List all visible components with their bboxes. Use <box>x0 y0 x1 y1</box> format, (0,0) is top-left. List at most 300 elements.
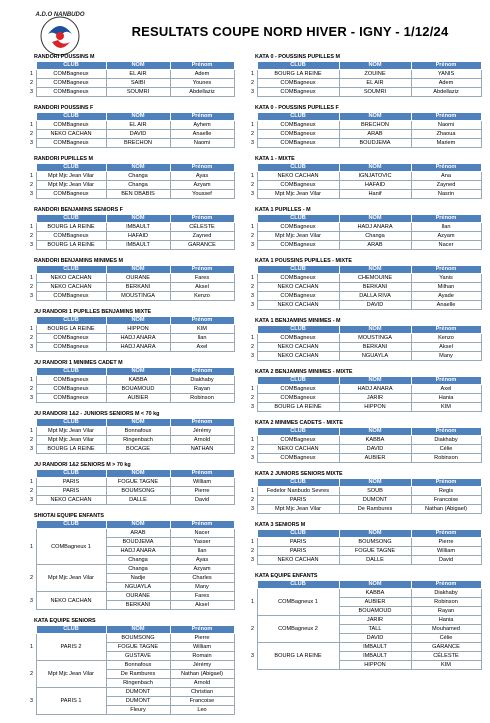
nom-header: NOM <box>106 368 170 376</box>
club-cell: COMBagneux <box>257 436 339 445</box>
prenom-cell: Charles <box>170 574 234 583</box>
results-section <box>0 207 236 250</box>
nom-cell: DALLE <box>339 556 411 565</box>
rank-cell: 1 <box>251 71 254 77</box>
club-cell: NEKO CACHAN <box>257 556 339 565</box>
prenom-cell: Ilan <box>170 547 234 556</box>
prenom-cell: Fares <box>170 274 234 283</box>
results-section <box>0 54 236 97</box>
prenom-header: Prénom <box>170 419 234 427</box>
team-section <box>0 618 236 715</box>
nom-header: NOM <box>339 164 411 172</box>
nom-cell: IMBAULT <box>339 652 411 661</box>
nom-header: NOM <box>106 419 170 427</box>
results-section <box>245 318 485 361</box>
table-header-row <box>30 266 234 274</box>
nom-cell: EL AIR <box>106 121 170 130</box>
table-row <box>251 556 481 565</box>
rank-cell: 2 <box>30 671 33 677</box>
prenom-header: Prénom <box>170 470 234 478</box>
nom-cell: KABBA <box>106 376 170 385</box>
prenom-cell: Ilan <box>170 334 234 343</box>
prenom-header: Prénom <box>170 113 234 121</box>
club-header: CLUB <box>36 626 106 634</box>
rank-cell: 1 <box>30 122 33 128</box>
table-row <box>251 190 481 199</box>
rank-cell: 2 <box>30 80 33 86</box>
prenom-header: Prénom <box>170 164 234 172</box>
club-cell: BOURG LA REINE <box>257 70 339 79</box>
prenom-cell: Francoise <box>411 496 481 505</box>
prenom-cell: Robinson <box>170 394 234 403</box>
rank-cell: 1 <box>30 173 33 179</box>
section-title: KATA 1 POUSSINS PUPILLES - MIXTE <box>255 258 352 264</box>
club-header: CLUB <box>257 113 339 121</box>
prenom-cell: Ayas <box>170 556 234 565</box>
rank-cell: 1 <box>30 479 33 485</box>
table-header-row <box>30 368 234 376</box>
table-row <box>30 274 234 283</box>
results-section <box>245 105 485 148</box>
prenom-header: Prénom <box>170 215 234 223</box>
results-section <box>0 258 236 301</box>
club-header: CLUB <box>36 113 106 121</box>
nom-cell: CHEMOUINE <box>339 274 411 283</box>
club-header: CLUB <box>257 62 339 70</box>
club-cell: COMBagneux <box>257 130 339 139</box>
nom-cell: FOGUE TAGNE <box>106 478 170 487</box>
rank-cell: 2 <box>251 395 254 401</box>
rank-cell: 1 <box>251 122 254 128</box>
nom-cell: Bonnafoux <box>106 427 170 436</box>
nom-cell: Ringenbach <box>106 679 170 688</box>
rank-cell: 2 <box>30 131 33 137</box>
prenom-cell: Francoise <box>170 697 234 706</box>
rank-cell: 3 <box>30 89 33 95</box>
nom-cell: OURANE <box>106 274 170 283</box>
club-cell: COMBagneux <box>36 292 106 301</box>
prenom-cell: Nacer <box>170 529 234 538</box>
nom-cell: ZOUINE <box>339 70 411 79</box>
prenom-cell: Aksel <box>170 601 234 610</box>
rank-cell: 1 <box>30 644 33 650</box>
nom-cell: SOUMRI <box>339 88 411 97</box>
prenom-cell: Aksel <box>411 343 481 352</box>
club-header: CLUB <box>36 368 106 376</box>
nom-cell: AUBIER <box>339 454 411 463</box>
prenom-cell: Nathan (Abigael) <box>170 670 234 679</box>
club-header: CLUB <box>36 215 106 223</box>
prenom-cell: Aksel <box>170 283 234 292</box>
club-cell: COMBagneux 1 <box>36 529 106 565</box>
nom-cell: AUBIER <box>106 394 170 403</box>
rank-cell: 2 <box>251 446 254 452</box>
prenom-cell: William <box>170 643 234 652</box>
club-cell: COMBagneux <box>36 334 106 343</box>
results-section <box>245 471 485 514</box>
table-header-row <box>30 164 234 172</box>
club-header: CLUB <box>257 377 339 385</box>
club-cell: PARIS <box>257 496 339 505</box>
rank-cell: 3 <box>251 302 254 308</box>
club-cell: NEKO CACHAN <box>36 496 106 505</box>
nom-cell: DUMONT <box>106 688 170 697</box>
rank-cell: 2 <box>30 488 33 494</box>
club-cell: Mpt Mjc Jean Vilar <box>257 190 339 199</box>
nom-cell: NGUAYLA <box>106 583 170 592</box>
nom-header: NOM <box>339 428 411 436</box>
prenom-header: Prénom <box>170 521 234 529</box>
nom-cell: BERKANI <box>106 601 170 610</box>
results-table <box>30 112 235 148</box>
section-title: JU RANDORI 1&2 SENIORS M > 70 kg <box>34 462 131 468</box>
nom-cell: EL AIR <box>339 79 411 88</box>
table-row <box>30 325 234 334</box>
nom-cell: DAVID <box>339 301 411 310</box>
table-row <box>30 565 234 574</box>
table-row <box>30 445 234 454</box>
rank-cell: 2 <box>251 131 254 137</box>
results-table <box>30 316 235 352</box>
nom-header: NOM <box>106 164 170 172</box>
rank-cell: 1 <box>251 275 254 281</box>
prenom-cell: GARANCE <box>411 643 481 652</box>
table-row <box>30 283 234 292</box>
prenom-cell: Ayade <box>411 292 481 301</box>
table-header-row <box>251 428 481 436</box>
nom-cell: Changa <box>106 565 170 574</box>
rank-cell: 3 <box>251 506 254 512</box>
prenom-cell: Hania <box>411 616 481 625</box>
nom-cell: BERKANI <box>106 283 170 292</box>
prenom-cell: Diakhaby <box>411 436 481 445</box>
prenom-cell: GARANCE <box>170 241 234 250</box>
rank-cell: 2 <box>30 233 33 239</box>
table-row <box>30 661 234 670</box>
table-header-row <box>30 113 234 121</box>
nom-header: NOM <box>339 530 411 538</box>
club-cell: COMBagneux <box>36 343 106 352</box>
nanbudo-logo-icon <box>34 8 86 60</box>
table-row <box>251 70 481 79</box>
table-row <box>30 376 234 385</box>
table-row <box>251 343 481 352</box>
rank-cell: 3 <box>30 191 33 197</box>
nom-cell: ARAB <box>339 241 411 250</box>
club-header: CLUB <box>257 266 339 274</box>
rank-cell: 1 <box>251 437 254 443</box>
table-row <box>30 139 234 148</box>
section-title: KATA 1 BENJAMINS MINIMES - M <box>255 318 341 324</box>
table-row <box>251 181 481 190</box>
prenom-cell: Pierre <box>170 634 234 643</box>
nom-cell: JARIR <box>339 394 411 403</box>
nom-cell: HIPPON <box>106 325 170 334</box>
club-cell: Mpt Mjc Jean Vilar <box>36 172 106 181</box>
results-section <box>0 462 236 505</box>
rank-cell: 2 <box>30 437 33 443</box>
rank-cell: 1 <box>251 599 254 605</box>
table-row <box>30 478 234 487</box>
table-row <box>30 334 234 343</box>
results-table <box>251 163 482 199</box>
club-cell: COMBagneux 1 <box>257 589 339 616</box>
table-header-row <box>30 317 234 325</box>
right-column <box>245 54 485 678</box>
table-header-row <box>251 164 481 172</box>
nom-cell: BOUAMOUD <box>339 607 411 616</box>
prenom-cell: Youssef <box>170 190 234 199</box>
rank-cell: 2 <box>251 182 254 188</box>
club-cell: PARIS 2 <box>36 634 106 661</box>
prenom-cell: KIM <box>170 325 234 334</box>
nom-cell: DAVID <box>339 445 411 454</box>
club-cell: COMBagneux <box>257 394 339 403</box>
prenom-header: Prénom <box>411 164 481 172</box>
club-cell: Mpt Mjc Jean Vilar <box>257 232 339 241</box>
nom-cell: JARIR <box>339 616 411 625</box>
prenom-header: Prénom <box>411 428 481 436</box>
results-table <box>30 469 235 505</box>
section-title: RANDORI POUSSINS M <box>34 54 95 60</box>
rank-cell: 3 <box>251 293 254 299</box>
table-row <box>30 427 234 436</box>
club-cell: COMBagneux <box>257 223 339 232</box>
prenom-cell: Célie <box>411 445 481 454</box>
prenom-cell: Adem <box>170 70 234 79</box>
nom-header: NOM <box>339 215 411 223</box>
club-cell: COMBagneux <box>257 121 339 130</box>
table-header-row <box>251 530 481 538</box>
table-row <box>30 529 234 538</box>
club-cell: COMBagneux <box>36 190 106 199</box>
nom-cell: HADJ ANARA <box>106 334 170 343</box>
club-cell: COMBagneux <box>257 88 339 97</box>
prenom-cell: Naomi <box>170 139 234 148</box>
nom-cell: NGUAYLA <box>339 352 411 361</box>
rank-cell: 2 <box>30 182 33 188</box>
nom-cell: DALLA RIVA <box>339 292 411 301</box>
section-title: KATA EQUIPE ENFANTS <box>255 573 318 579</box>
team-table <box>30 625 235 715</box>
page-title: RESULTATS COUPE NORD HIVER - IGNY - 1/12/24 <box>131 24 449 39</box>
prenom-cell: Yasser <box>170 538 234 547</box>
nom-cell: De Rambures <box>106 670 170 679</box>
section-title: KATA 0 - POUSSINS PUPILLES M <box>255 54 340 60</box>
club-cell: PARIS <box>257 538 339 547</box>
club-header: CLUB <box>257 164 339 172</box>
prenom-header: Prénom <box>170 266 234 274</box>
results-table <box>251 427 482 463</box>
results-table <box>30 163 235 199</box>
rank-cell: 3 <box>251 653 254 659</box>
club-cell: Mpt Mjc Jean Vilar <box>36 565 106 592</box>
nom-cell: EL AIR <box>106 70 170 79</box>
prenom-cell: Pierre <box>411 538 481 547</box>
rank-cell: 1 <box>30 71 33 77</box>
nom-cell: GUSTAVE <box>106 652 170 661</box>
results-table <box>251 529 482 565</box>
nom-cell: BRECHON <box>106 139 170 148</box>
prenom-cell: Adem <box>411 79 481 88</box>
nom-cell: IGNJATOVIC <box>339 172 411 181</box>
nom-cell: HADJ ANARA <box>106 547 170 556</box>
section-title: KATA 3 SENIORS M <box>255 522 306 528</box>
club-cell: Mpt Mjc Jean Vilar <box>36 181 106 190</box>
prenom-cell: Ayas <box>170 172 234 181</box>
nom-cell: BEN DBABIS <box>106 190 170 199</box>
table-row <box>251 403 481 412</box>
section-title: KATA 0 - POUSSINS PUPILLES F <box>255 105 339 111</box>
nom-cell: FOGUE TAGNE <box>106 643 170 652</box>
club-header: CLUB <box>36 317 106 325</box>
club-cell: BOURG LA REINE <box>257 643 339 670</box>
nom-cell: AUBIER <box>339 598 411 607</box>
club-cell: COMBagneux <box>36 79 106 88</box>
prenom-cell: Naomi <box>411 121 481 130</box>
club-cell: Mpt Mjc Jean Vilar <box>36 436 106 445</box>
nom-cell: Changa <box>106 172 170 181</box>
prenom-cell: Hania <box>411 394 481 403</box>
club-header: CLUB <box>36 266 106 274</box>
nom-header: NOM <box>106 266 170 274</box>
results-section <box>245 369 485 412</box>
results-section <box>0 360 236 403</box>
club-cell: NEKO CACHAN <box>257 283 339 292</box>
table-header-row <box>251 479 481 487</box>
results-table <box>30 265 235 301</box>
nom-cell: DAVID <box>339 634 411 643</box>
nom-header: NOM <box>339 266 411 274</box>
nom-header: NOM <box>106 215 170 223</box>
table-row <box>30 88 234 97</box>
prenom-cell: Azyam <box>411 232 481 241</box>
club-cell: COMBagneux <box>257 241 339 250</box>
prenom-cell: David <box>170 496 234 505</box>
svg-text:A.D.O NANBUDO: A.D.O NANBUDO <box>35 12 85 18</box>
page-header <box>0 0 490 60</box>
table-row <box>251 232 481 241</box>
prenom-cell: Jérémy <box>170 427 234 436</box>
rank-cell: 2 <box>251 344 254 350</box>
nom-header: NOM <box>339 326 411 334</box>
club-cell: COMBagneux <box>36 121 106 130</box>
results-table <box>30 418 235 454</box>
results-section <box>0 105 236 148</box>
table-header-row <box>30 62 234 70</box>
section-title: JU RANDORI 1 PUPILLES BENJAMINS MIXTE <box>34 309 152 315</box>
nom-cell: BOUDJEMA <box>106 538 170 547</box>
prenom-cell: Arnold <box>170 679 234 688</box>
club-cell: COMBagneux <box>257 292 339 301</box>
table-row <box>251 88 481 97</box>
table-row <box>30 172 234 181</box>
team-section <box>245 573 485 670</box>
rank-cell: 3 <box>251 353 254 359</box>
prenom-cell: Romain <box>170 652 234 661</box>
club-cell: NEKO CACHAN <box>257 445 339 454</box>
results-section <box>0 411 236 454</box>
prenom-cell: Mouhamed <box>411 625 481 634</box>
table-row <box>251 139 481 148</box>
prenom-cell: William <box>170 478 234 487</box>
table-row <box>30 181 234 190</box>
nom-cell: BERKANI <box>339 343 411 352</box>
nom-cell: DUMONT <box>339 496 411 505</box>
rank-cell: 3 <box>251 89 254 95</box>
nom-cell: SOUMRI <box>106 88 170 97</box>
prenom-cell: CÉLESTE <box>411 652 481 661</box>
results-section <box>245 54 485 97</box>
club-header: CLUB <box>36 470 106 478</box>
section-title: KATA 1 PUPILLES - M <box>255 207 311 213</box>
nom-header: NOM <box>106 62 170 70</box>
prenom-cell: Rayan <box>411 607 481 616</box>
nom-cell: DUMONT <box>106 697 170 706</box>
section-title: JU RANDORI 1&2 - JUNIORS SENIORS M < 70 kg <box>34 411 160 417</box>
table-row <box>251 172 481 181</box>
rank-cell: 1 <box>30 224 33 230</box>
prenom-cell: Milhan <box>411 283 481 292</box>
table-row <box>251 436 481 445</box>
rank-cell: 3 <box>30 597 33 604</box>
section-title: RANDORI BENJAMINS SENIORS F <box>34 207 123 213</box>
section-title: RANDORI POUSSINS F <box>34 105 94 111</box>
nom-cell: BRECHON <box>339 121 411 130</box>
section-title: SHIOTAI EQUIPE ENFANTS <box>34 513 104 519</box>
nom-cell: Bonnafoux <box>106 661 170 670</box>
results-table <box>30 61 235 97</box>
prenom-cell: Robinson <box>411 454 481 463</box>
club-cell: BOURG LA REINE <box>36 445 106 454</box>
nom-cell: HADJ ANARA <box>339 223 411 232</box>
rank-cell: 3 <box>30 698 33 704</box>
nom-cell: DALLE <box>106 496 170 505</box>
prenom-cell: Axel <box>170 343 234 352</box>
nom-cell: De Rambures <box>339 505 411 514</box>
results-table <box>251 325 482 361</box>
table-row <box>251 505 481 514</box>
table-row <box>30 241 234 250</box>
nom-header: NOM <box>339 113 411 121</box>
table-row <box>251 121 481 130</box>
table-row <box>251 394 481 403</box>
table-header-row <box>251 62 481 70</box>
section-title: KATA 1 - MIXTE <box>255 156 295 162</box>
prenom-cell: Jérémy <box>170 661 234 670</box>
club-header: CLUB <box>257 530 339 538</box>
section-title: RANDORI BENJAMINS MINIMES M <box>34 258 123 264</box>
rank-cell: 3 <box>30 140 33 146</box>
rank-cell: 1 <box>251 488 254 494</box>
prenom-header: Prénom <box>411 266 481 274</box>
results-section <box>245 207 485 250</box>
rank-cell: 3 <box>30 344 33 350</box>
club-cell: NEKO CACHAN <box>36 592 106 610</box>
prenom-cell: Pierre <box>170 487 234 496</box>
table-row <box>30 394 234 403</box>
rank-cell: 1 <box>251 173 254 179</box>
prenom-cell: Zayned <box>411 181 481 190</box>
rank-cell: 3 <box>251 242 254 248</box>
rank-cell: 2 <box>30 335 33 341</box>
rank-cell: 1 <box>251 224 254 230</box>
rank-cell: 2 <box>251 497 254 503</box>
club-cell: COMBagneux <box>36 139 106 148</box>
club-cell: BOURG LA REINE <box>257 403 339 412</box>
prenom-header: Prénom <box>411 377 481 385</box>
nom-cell: MOUSTINGA <box>106 292 170 301</box>
